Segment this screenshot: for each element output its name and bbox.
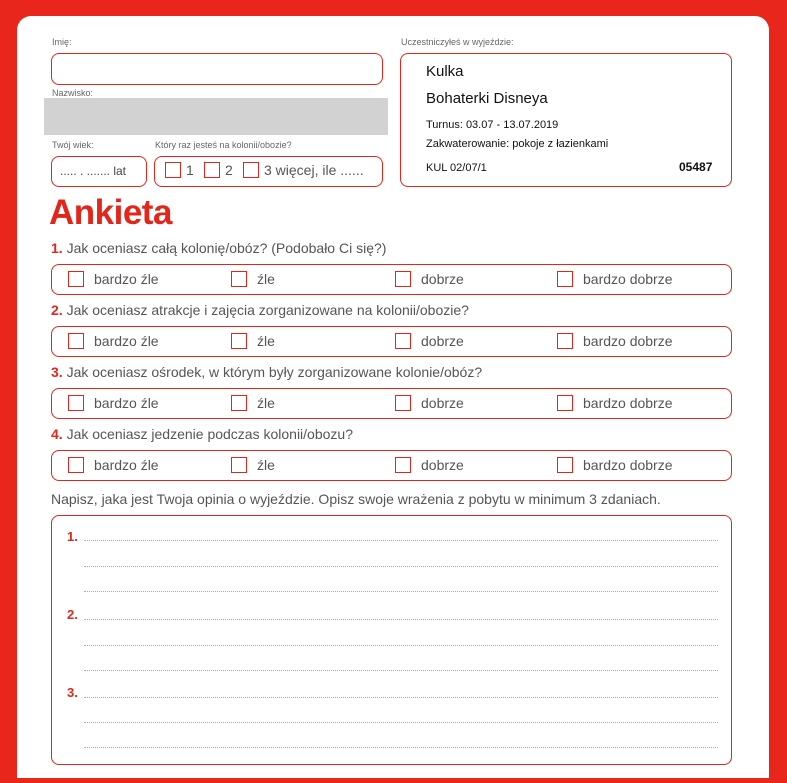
q3-very-good-label: bardzo dobrze bbox=[583, 395, 673, 411]
dotted-line bbox=[84, 747, 718, 748]
q3-bad-checkbox[interactable] bbox=[231, 395, 247, 411]
q3-good-checkbox[interactable] bbox=[395, 395, 411, 411]
question-number: 3. bbox=[51, 364, 63, 380]
q4-very-bad-checkbox[interactable] bbox=[68, 457, 84, 473]
dotted-line bbox=[84, 697, 718, 698]
trip-turnus: Turnus: 03.07 - 13.07.2019 bbox=[426, 119, 559, 131]
times-3-checkbox[interactable] bbox=[243, 162, 259, 178]
age-value: ..... . ....... lat bbox=[60, 164, 127, 178]
times-label: Który raz jesteś na kolonii/obozie? bbox=[155, 140, 292, 150]
q2-very-good-checkbox[interactable] bbox=[557, 333, 573, 349]
dotted-line bbox=[84, 591, 718, 592]
q1-good-label: dobrze bbox=[421, 271, 464, 287]
times-2-checkbox[interactable] bbox=[204, 162, 220, 178]
question-number: 1. bbox=[51, 240, 63, 256]
question-1 bbox=[51, 240, 386, 256]
q3-bad-label: źle bbox=[257, 395, 275, 411]
dotted-line bbox=[84, 540, 718, 541]
q3-very-bad-label: bardzo źle bbox=[94, 395, 159, 411]
question-text: Jak oceniasz ośrodek, w którym były zorganizowane kolonie/obóz? bbox=[66, 364, 483, 380]
trip-theme: Bohaterki Disneya bbox=[426, 90, 548, 107]
age-field[interactable] bbox=[51, 156, 147, 187]
question-4 bbox=[51, 426, 353, 442]
q2-very-bad-label: bardzo źle bbox=[94, 333, 159, 349]
q3-good-label: dobrze bbox=[421, 395, 464, 411]
q3-very-good-checkbox[interactable] bbox=[557, 395, 573, 411]
opinion-line-number-1: 1. bbox=[67, 529, 78, 544]
question-text: Jak oceniasz całą kolonię/obóz? (Podobało Ci się?) bbox=[66, 240, 387, 256]
q4-very-good-label: bardzo dobrze bbox=[583, 457, 673, 473]
q2-very-bad-checkbox[interactable] bbox=[68, 333, 84, 349]
q1-bad-checkbox[interactable] bbox=[231, 271, 247, 287]
times-1-checkbox[interactable] bbox=[165, 162, 181, 178]
opinion-line-number-2: 2. bbox=[67, 607, 78, 622]
dotted-line bbox=[84, 566, 718, 567]
times-3-label: 3 więcej, ile ...... bbox=[264, 162, 364, 178]
survey-title: Ankieta bbox=[49, 193, 172, 232]
question-number: 4. bbox=[51, 426, 63, 442]
question-number: 2. bbox=[51, 302, 63, 318]
q4-good-label: dobrze bbox=[421, 457, 464, 473]
q1-good-checkbox[interactable] bbox=[395, 271, 411, 287]
q2-bad-label: źle bbox=[257, 333, 275, 349]
q4-very-bad-label: bardzo źle bbox=[94, 457, 159, 473]
dotted-line bbox=[84, 619, 718, 620]
q3-very-bad-checkbox[interactable] bbox=[68, 395, 84, 411]
q4-very-good-checkbox[interactable] bbox=[557, 457, 573, 473]
q2-very-good-label: bardzo dobrze bbox=[583, 333, 673, 349]
first-name-label: Imię: bbox=[52, 37, 72, 47]
dotted-line bbox=[84, 645, 718, 646]
times-2-label: 2 bbox=[225, 162, 233, 178]
q1-very-good-checkbox[interactable] bbox=[557, 271, 573, 287]
opinion-prompt: Napisz, jaka jest Twoja opinia o wyjeździe. Opisz swoje wrażenia z pobytu w minimum 3 zdaniach. bbox=[51, 491, 661, 507]
q4-bad-checkbox[interactable] bbox=[231, 457, 247, 473]
q1-bad-label: źle bbox=[257, 271, 275, 287]
q1-very-good-label: bardzo dobrze bbox=[583, 271, 673, 287]
question-text: Jak oceniasz atrakcje i zajęcia zorganizowane na kolonii/obozie? bbox=[66, 302, 469, 318]
dotted-line bbox=[84, 670, 718, 671]
q2-good-checkbox[interactable] bbox=[395, 333, 411, 349]
trip-code: KUL 02/07/1 bbox=[426, 162, 487, 174]
trip-name: Kulka bbox=[426, 63, 464, 80]
dotted-line bbox=[84, 722, 718, 723]
times-1-label: 1 bbox=[186, 162, 194, 178]
question-text: Jak oceniasz jedzenie podczas kolonii/obozu? bbox=[66, 426, 353, 442]
q4-good-checkbox[interactable] bbox=[395, 457, 411, 473]
opinion-textarea[interactable] bbox=[51, 515, 732, 765]
question-2 bbox=[51, 302, 469, 318]
trip-number: 05487 bbox=[679, 160, 713, 174]
last-name-label: Nazwisko: bbox=[52, 88, 94, 98]
trip-accommodation: Zakwaterowanie: pokoje z łazienkami bbox=[426, 138, 609, 150]
q4-bad-label: źle bbox=[257, 457, 275, 473]
q1-very-bad-checkbox[interactable] bbox=[68, 271, 84, 287]
first-name-field[interactable] bbox=[51, 53, 383, 85]
question-3 bbox=[51, 364, 482, 380]
redacted-last-name bbox=[44, 98, 388, 135]
opinion-line-number-3: 3. bbox=[67, 685, 78, 700]
q2-good-label: dobrze bbox=[421, 333, 464, 349]
trip-label: Uczestniczyłeś w wyjeździe: bbox=[401, 37, 514, 47]
age-label: Twój wiek: bbox=[52, 140, 94, 150]
q2-bad-checkbox[interactable] bbox=[231, 333, 247, 349]
q1-very-bad-label: bardzo źle bbox=[94, 271, 159, 287]
